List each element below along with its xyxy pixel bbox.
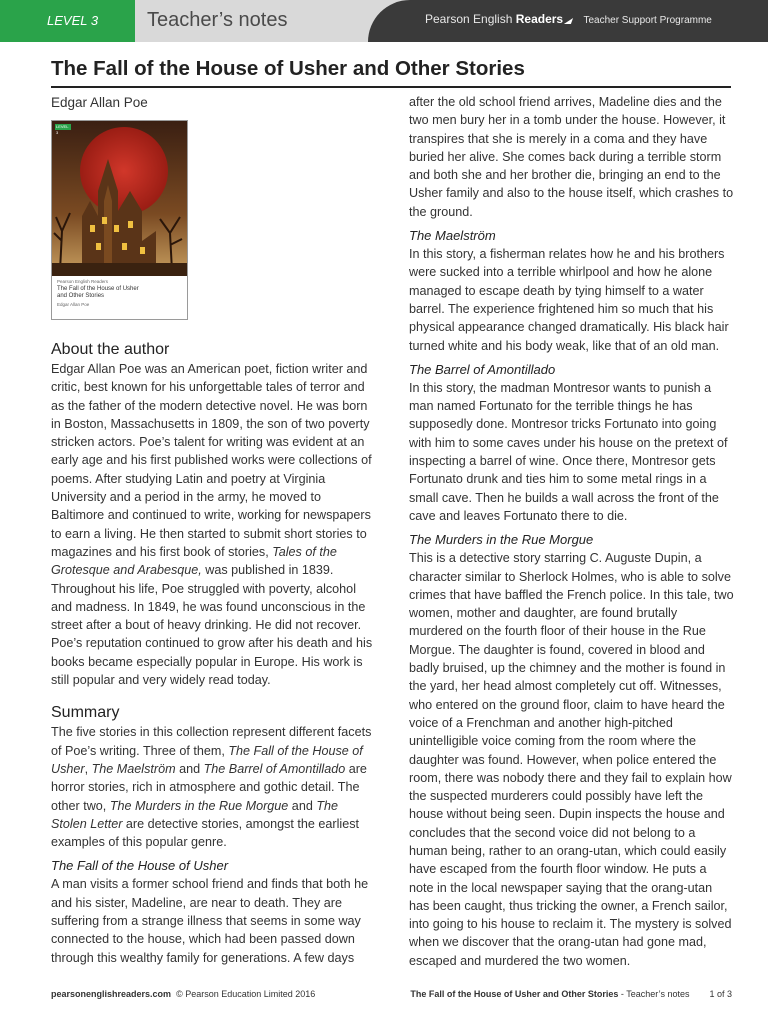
left-column (51, 93, 376, 967)
programme-label: Teacher Support Programme (583, 15, 712, 26)
summary-seg: are detective stories, amongst the earliest examples of this popular genre. (51, 816, 360, 850)
title-divider (51, 86, 731, 88)
footer-site-link[interactable]: pearsonenglishreaders.com (51, 989, 172, 999)
about-text-part2: was published in 1839. Throughout his life, Poe struggled with poverty, alcohol and madness. In 1849, he was found unconscious in the street after a bout of heavy drinking. He did not recover. Poe’s reputation continued to grow after his death and his books became especially popular in Europe. His work is still popular and very widely read today. (51, 563, 373, 688)
about-text-part1: Edgar Allan Poe was an American poet, fiction writer and critic, best known for his unforgettable tales of terror and as the father of the modern detective novel. He was born in Boston, Massachusetts in 1809, the son of two poverty stricken actors. Poe’s talent for writing was evident at an early age and his first published works were collections of poems. After studying Latin and poetry at Virginia University and a period in the army, he moved to Baltimore and continued to write, working for newspapers to earn a living. He then started to submit short stories to magazines and his first book of stories, (51, 362, 372, 559)
story-text-usher-part1: A man visits a former school friend and finds that both he and his sister, Madeline, are near to death. They are suffering from a strange illness that seems in some way connected to the house, which had been passed down through this wealthy family for generations. A few days (51, 877, 369, 965)
book-cover (51, 120, 188, 320)
cover-title-line1: The Fall of the House of Usher (57, 286, 139, 292)
summary-title-maelstrom: The Maelström (91, 761, 176, 776)
cover-level-badge: LEVEL 3 (55, 124, 71, 130)
level-label: LEVEL 3 (47, 13, 99, 28)
brand-band (368, 0, 768, 42)
about-text (51, 360, 376, 689)
cover-author: Edgar Allan Poe (57, 302, 90, 307)
summary-seg: , (84, 761, 92, 776)
cover-title-line2: and Other Stories (57, 293, 105, 299)
about-heading: About the author (51, 341, 170, 358)
story-text-amontillado: In this story, the madman Montresor wants to punish a man named Fortunato for the terrible things he has supposedly done. Montresor tricks Fortunato into going with him to some caves under his house on the pretext of inspecting a barrel of wine. Once there, Montresor gets Fortunato drunk and ties him to some metal rings in a small cave. Then he builds a wall across the front of the cave and leaves Fortunato there to die. (409, 380, 728, 523)
header-bar (0, 0, 768, 42)
summary-title-amontillado: The Barrel of Amontillado (203, 761, 346, 776)
cover-illustration (52, 121, 187, 276)
footer-left (51, 989, 315, 999)
brand-strong: Readers (515, 12, 564, 26)
summary-seg: The five stories in this collection represent different facets of Poe’s writing. Three of them, (51, 725, 372, 758)
footer-doc-title: The Fall of the House of Usher and Other Stories (410, 989, 619, 999)
right-column (409, 93, 734, 970)
author-name: Edgar Allan Poe (51, 95, 148, 110)
summary-seg: and (175, 761, 204, 776)
summary-title-morgue: The Murders in the Rue Morgue (109, 798, 289, 813)
story-title-maelstrom: The Maelström (409, 228, 496, 244)
brand-prefix: Pearson English (425, 12, 516, 26)
summary-seg: are horror stories, rich in atmosphere and gothic detail. The other two, (51, 761, 367, 813)
summary-heading: Summary (51, 704, 120, 722)
about-text-book-title: Tales of the Grotesque and Arabesque, (51, 544, 337, 578)
section-title: Teacher’s notes (147, 9, 288, 31)
story-title-usher: The Fall of the House of Usher (51, 858, 229, 874)
story-title-amontillado: The Barrel of Amontillado (409, 361, 556, 377)
cover-caption (52, 276, 187, 319)
footer-right (410, 989, 732, 999)
summary-title-stolen-letter: The Stolen Letter (51, 798, 339, 831)
summary-title-usher: The Fall of the House of Usher (51, 743, 363, 776)
footer-doc-suffix: - Teacher’s notes (618, 989, 690, 999)
story-text-maelstrom: In this story, a fisherman relates how he and his brothers were sucked into a terrible whirlpool and how he alone managed to escape death by tying himself to a water barrel. The experience frightened him so much that his physical appearance changed dramatically. His black hair turned white and his body weak, like that of an old man. (409, 247, 729, 353)
summary-seg: and (288, 798, 317, 813)
story-text-usher-part2: after the old school friend arrives, Madeline dies and the two men bury her in a tomb under the house. However, it transpires that she is merely in a coma and they have buried her alive. She comes back during a terrible storm and both she and her brother die, bringing an end to the Usher family and also to the house itself, which crashes to the ground. (409, 95, 734, 219)
page-title: The Fall of the House of Usher and Other Stories (51, 57, 525, 80)
summary-text (51, 723, 376, 851)
cover-publisher: Pearson English Readers (57, 279, 109, 284)
level-badge (0, 0, 135, 42)
brand-logo (425, 12, 712, 26)
page-number: 1 of 3 (709, 989, 732, 999)
page-footer (51, 989, 732, 1003)
brand-mark-icon (564, 18, 573, 24)
footer-copyright: © Pearson Education Limited 2016 (176, 989, 316, 999)
story-text-morgue: This is a detective story starring C. Auguste Dupin, a character similar to Sherlock Holmes, who is able to solve crimes that have baffled the French police. In this tale, two women, mother and daughter, are found brutally murdered on the fourth floor of their house in the Rue Morgue. The daughter is found, covered in blood and badly bruised, up the chimney and the mother is found in the yard, her head almost completely cut off. Witnesses, who entered on the ground floor, claim to have heard the voice of a Frenchman and another high-pitched unintelligible voice coming from the room where the daughter was found. However, when police entered the room, there was nobody there and they fail to explain how the suspected murderers could possibly have left the house without being seen. Dupin inspects the house and concludes that the second voice did not belong to a human being, rather to an orang-utan, which could easily have escaped from the fourth floor window. He puts a note in the local newspaper saying that the orang-utan has been caught, thus tricking the owner, a French sailor, into going to his house to reclaim it. The mystery is solved when we discover that the orang-utan had gone mad, escaped and murdered the two women. (409, 551, 734, 968)
story-title-morgue: The Murders in the Rue Morgue (409, 532, 594, 548)
